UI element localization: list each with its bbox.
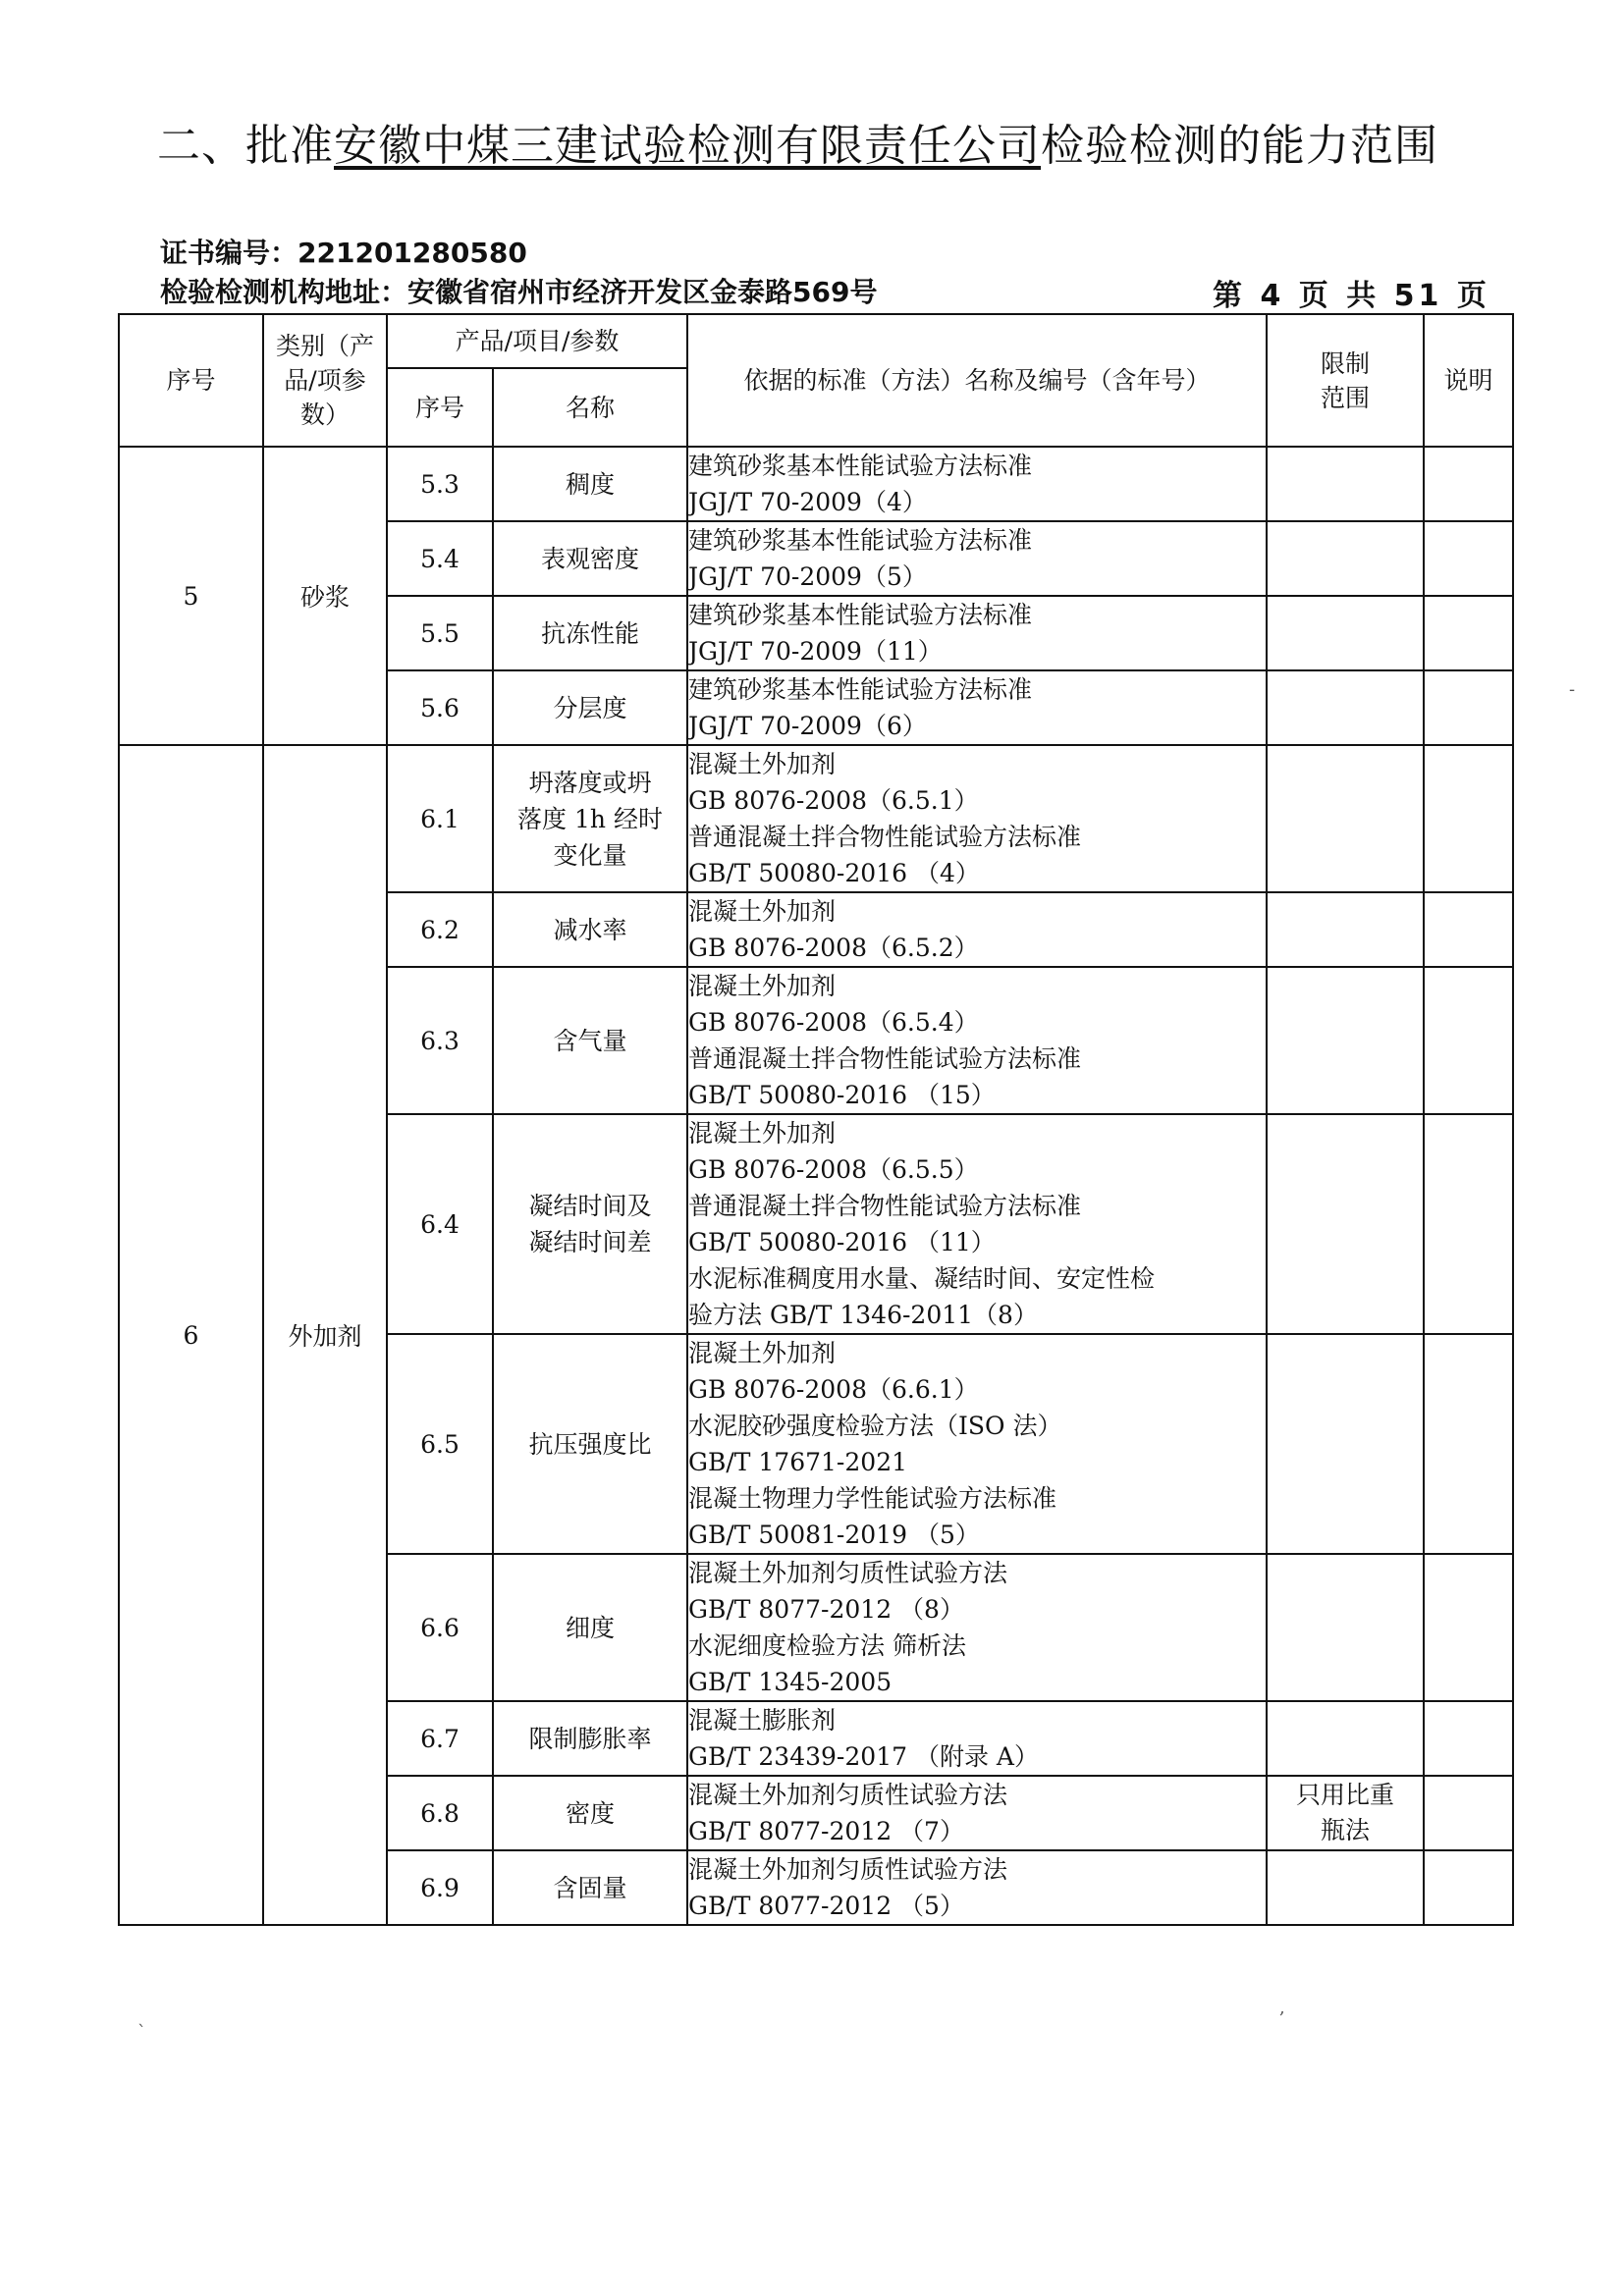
item-name-line: 含气量 — [553, 1026, 627, 1055]
item-number: 6.9 — [387, 1850, 493, 1925]
item-number: 6.6 — [387, 1554, 493, 1701]
table-body — [119, 447, 1513, 1925]
scan-mark: ` — [137, 2022, 146, 2043]
item-note — [1424, 892, 1513, 967]
item-note — [1424, 447, 1513, 521]
header-name: 名称 — [493, 368, 687, 447]
item-note — [1424, 670, 1513, 745]
item-name-line: 含固量 — [553, 1873, 627, 1902]
item-standard-line: GB 8076-2008（6.5.1） — [688, 786, 979, 815]
item-limit — [1267, 521, 1424, 596]
item-standard-line: 混凝土外加剂 — [688, 750, 837, 778]
item-standard-line: GB/T 8077-2012 （8） — [688, 1595, 964, 1624]
item-name-line: 减水率 — [553, 915, 627, 944]
item-number: 6.2 — [387, 892, 493, 967]
item-name-line: 坍落度或坍 — [528, 768, 652, 797]
item-standard — [687, 892, 1267, 967]
item-limit-line: 瓶法 — [1321, 1816, 1371, 1844]
item-standard-line: 建筑砂浆基本性能试验方法标准 — [688, 526, 1033, 555]
item-limit — [1267, 596, 1424, 670]
address-label: 检验检测机构地址： — [160, 276, 408, 308]
item-limit — [1267, 1554, 1424, 1701]
item-name-line: 细度 — [566, 1613, 616, 1642]
item-standard-line: 混凝土外加剂 — [688, 972, 837, 1000]
scan-mark: , — [1279, 1998, 1285, 2018]
item-standard — [687, 745, 1267, 892]
header-category-line: 类别（产 — [275, 332, 374, 360]
header-note: 说明 — [1424, 314, 1513, 447]
cert-label: 证书编号： — [160, 237, 298, 269]
item-standard-line: 混凝土外加剂匀质性试验方法 — [688, 1559, 1008, 1587]
item-number: 6.3 — [387, 967, 493, 1114]
item-limit — [1267, 1776, 1424, 1850]
item-standard-line: GB/T 17671-2021 — [688, 1448, 908, 1476]
item-standard — [687, 1554, 1267, 1701]
item-standard-line: GB 8076-2008（6.5.4） — [688, 1008, 979, 1037]
group-category: 砂浆 — [263, 447, 387, 745]
item-limit — [1267, 892, 1424, 967]
table-header — [119, 314, 1513, 447]
item-standard-line: GB 8076-2008（6.5.5） — [688, 1155, 979, 1184]
item-note — [1424, 1334, 1513, 1554]
item-note — [1424, 967, 1513, 1114]
item-name-line: 稠度 — [566, 469, 616, 499]
item-number: 5.3 — [387, 447, 493, 521]
group-category: 外加剂 — [263, 745, 387, 1925]
item-standard-line: 混凝土外加剂匀质性试验方法 — [688, 1781, 1008, 1809]
item-standard — [687, 967, 1267, 1114]
item-standard-line: 混凝土膨胀剂 — [688, 1706, 837, 1735]
item-standard-line: GB/T 8077-2012 （7） — [688, 1817, 964, 1845]
item-name — [493, 1701, 687, 1776]
item-limit — [1267, 1850, 1424, 1925]
item-standard-line: JGJ/T 70-2009（5） — [688, 562, 927, 591]
item-limit — [1267, 447, 1424, 521]
item-name — [493, 745, 687, 892]
item-name — [493, 1554, 687, 1701]
item-standard-line: 混凝土外加剂 — [688, 1339, 837, 1367]
page-title — [157, 110, 1438, 173]
item-name — [493, 596, 687, 670]
item-note — [1424, 1850, 1513, 1925]
item-standard-line: GB/T 50080-2016 （15） — [688, 1081, 996, 1109]
item-name-line: 分层度 — [553, 693, 627, 722]
item-number: 6.4 — [387, 1114, 493, 1334]
header-category-line: 品/项参 — [284, 366, 366, 395]
page-indicator: 第 4 页 共 51 页 — [1213, 279, 1490, 313]
item-standard-line: 水泥胶砂强度检验方法（ISO 法） — [688, 1412, 1062, 1440]
item-note — [1424, 1114, 1513, 1334]
item-name — [493, 967, 687, 1114]
certificate-number — [160, 232, 527, 271]
item-name — [493, 670, 687, 745]
item-note — [1424, 1776, 1513, 1850]
item-name-line: 表观密度 — [541, 544, 640, 573]
item-standard-line: GB 8076-2008（6.6.1） — [688, 1375, 979, 1404]
item-name-line: 落度 1h 经时 — [517, 804, 663, 833]
item-name-line: 凝结时间及 — [528, 1192, 652, 1220]
item-note — [1424, 521, 1513, 596]
item-number: 6.8 — [387, 1776, 493, 1850]
item-standard-line: GB/T 50080-2016 （11） — [688, 1228, 996, 1256]
header-limit-line: 限制 — [1321, 348, 1371, 378]
item-name — [493, 1114, 687, 1334]
item-note — [1424, 596, 1513, 670]
header-product-group: 产品/项目/参数 — [387, 314, 687, 368]
item-standard-line: 混凝土外加剂 — [688, 1119, 837, 1148]
item-standard-line: JGJ/T 70-2009（6） — [688, 712, 927, 740]
item-standard-line: 普通混凝土拌合物性能试验方法标准 — [688, 1192, 1082, 1220]
table-row — [119, 745, 1513, 892]
item-standard-line: GB 8076-2008（6.5.2） — [688, 934, 979, 962]
item-note — [1424, 745, 1513, 892]
header-category-line: 数） — [299, 400, 350, 429]
item-standard-line: GB/T 1345-2005 — [688, 1668, 893, 1696]
item-standard-line: 验方法 GB/T 1346-2011（8） — [688, 1301, 1038, 1329]
item-standard-line: 混凝土外加剂匀质性试验方法 — [688, 1855, 1008, 1884]
item-standard — [687, 1850, 1267, 1925]
item-standard-line: 普通混凝土拌合物性能试验方法标准 — [688, 1044, 1082, 1073]
item-standard-line: 水泥标准稠度用水量、凝结时间、安定性检 — [688, 1264, 1156, 1293]
item-note — [1424, 1701, 1513, 1776]
capability-table — [118, 313, 1514, 1926]
item-number: 6.5 — [387, 1334, 493, 1554]
item-standard-line: 混凝土外加剂 — [688, 897, 837, 926]
item-standard-line: 普通混凝土拌合物性能试验方法标准 — [688, 823, 1082, 851]
institution-address — [160, 271, 877, 310]
group-seq: 5 — [119, 447, 263, 745]
group-seq: 6 — [119, 745, 263, 1925]
item-name-line: 限制膨胀率 — [528, 1724, 652, 1753]
item-name — [493, 447, 687, 521]
header-category — [263, 314, 387, 447]
table-row — [119, 447, 1513, 521]
item-standard-line: GB/T 50080-2016 （4） — [688, 859, 980, 887]
header-standard: 依据的标准（方法）名称及编号（含年号） — [687, 314, 1267, 447]
item-number: 6.1 — [387, 745, 493, 892]
item-standard-line: 建筑砂浆基本性能试验方法标准 — [688, 601, 1033, 629]
item-standard-line: 混凝土物理力学性能试验方法标准 — [688, 1484, 1057, 1513]
item-limit — [1267, 1114, 1424, 1334]
item-standard-line: 建筑砂浆基本性能试验方法标准 — [688, 452, 1033, 480]
title-prefix: 二、批准 — [157, 121, 334, 171]
item-name — [493, 1850, 687, 1925]
item-number: 5.4 — [387, 521, 493, 596]
item-standard — [687, 596, 1267, 670]
item-standard — [687, 1114, 1267, 1334]
item-limit — [1267, 670, 1424, 745]
item-name-line: 抗冻性能 — [541, 618, 640, 648]
address-value: 安徽省宿州市经济开发区金泰路569号 — [407, 276, 878, 308]
item-limit — [1267, 1701, 1424, 1776]
item-note — [1424, 1554, 1513, 1701]
item-limit-line: 只用比重 — [1296, 1781, 1395, 1809]
item-standard — [687, 1701, 1267, 1776]
item-name-line: 抗压强度比 — [528, 1429, 652, 1459]
item-limit — [1267, 967, 1424, 1114]
item-name — [493, 892, 687, 967]
cert-value: 221201280580 — [298, 237, 527, 269]
item-name — [493, 1776, 687, 1850]
item-standard-line: GB/T 50081-2019 （5） — [688, 1521, 980, 1549]
item-number: 5.5 — [387, 596, 493, 670]
item-standard — [687, 521, 1267, 596]
item-name — [493, 1334, 687, 1554]
item-number: 5.6 — [387, 670, 493, 745]
item-name — [493, 521, 687, 596]
title-suffix: 检验检测的能力范围 — [1041, 121, 1438, 171]
item-standard — [687, 447, 1267, 521]
item-standard-line: JGJ/T 70-2009（4） — [688, 488, 927, 516]
item-standard-line: JGJ/T 70-2009（11） — [688, 637, 943, 666]
scan-mark: - — [1569, 679, 1576, 700]
item-limit — [1267, 1334, 1424, 1554]
item-name-line: 凝结时间差 — [528, 1228, 652, 1256]
header-sub-seq: 序号 — [387, 368, 493, 447]
item-standard-line: 建筑砂浆基本性能试验方法标准 — [688, 675, 1033, 704]
item-number: 6.7 — [387, 1701, 493, 1776]
org-name: 安徽中煤三建试验检测有限责任公司 — [334, 121, 1041, 171]
item-standard — [687, 670, 1267, 745]
item-name-line: 密度 — [566, 1798, 616, 1828]
item-standard — [687, 1776, 1267, 1850]
item-standard-line: GB/T 8077-2012 （5） — [688, 1892, 964, 1920]
item-limit — [1267, 745, 1424, 892]
item-name-line: 变化量 — [553, 840, 627, 870]
header-limit-line: 范围 — [1321, 383, 1371, 412]
item-standard-line: GB/T 23439-2017 （附录 A） — [688, 1742, 1039, 1771]
header-seq: 序号 — [119, 314, 263, 447]
header-limit — [1267, 314, 1424, 447]
item-standard-line: 水泥细度检验方法 筛析法 — [688, 1631, 966, 1660]
item-standard — [687, 1334, 1267, 1554]
